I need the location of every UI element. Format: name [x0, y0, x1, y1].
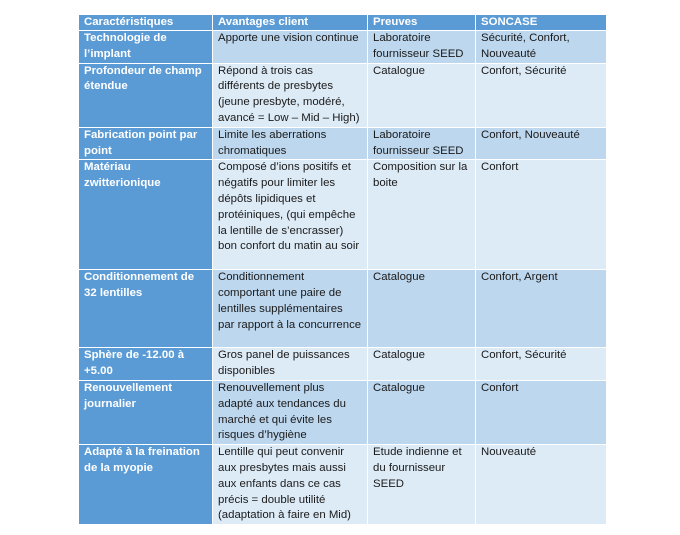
- cell-preuve: Laboratoire fournisseur SEED: [368, 127, 476, 160]
- cell-caracteristique: Sphère de -12.00 à +5.00: [79, 348, 213, 381]
- table-header-row: [79, 15, 607, 31]
- cell-caracteristique: Conditionnement de 32 lentilles: [79, 270, 213, 348]
- cell-avantage: Limite les aberrations chromatiques: [213, 127, 368, 160]
- cell-soncase: Confort, Sécurité: [476, 348, 607, 381]
- cell-soncase: Confort, Sécurité: [476, 63, 607, 127]
- cell-soncase: Confort, Argent: [476, 270, 607, 348]
- cell-preuve: Catalogue: [368, 380, 476, 444]
- cell-caracteristique: Fabrication point par point: [79, 127, 213, 160]
- header-preuves: Preuves: [368, 15, 476, 31]
- table-row: [79, 380, 607, 444]
- cell-soncase: Nouveauté: [476, 445, 607, 525]
- cell-avantage: Composé d’ions positifs et négatifs pour limiter les dépôts lipidiques et protéiniques, (qui empêche la lentille de s’encrasser) bon confort du matin au soir: [213, 160, 368, 270]
- table-row: [79, 127, 607, 160]
- cell-preuve: Catalogue: [368, 270, 476, 348]
- cell-avantage: Répond à trois cas différents de presbytes (jeune presbyte, modéré, avancé = Low – Mid – High): [213, 63, 368, 127]
- cell-avantage: Lentille qui peut convenir aux presbytes mais aussi aux enfants dans ce cas précis = double utilité (adaptation à faire en Mid): [213, 445, 368, 525]
- cell-avantage: Conditionnement comportant une paire de lentilles supplémentaires par rapport à la concurrence: [213, 270, 368, 348]
- cell-avantage: Gros panel de puissances disponibles: [213, 348, 368, 381]
- cell-caracteristique: Matériau zwitterionique: [79, 160, 213, 270]
- table-row: [79, 31, 607, 64]
- table-row: [79, 63, 607, 127]
- cell-caracteristique: Profondeur de champ étendue: [79, 63, 213, 127]
- soncase-table: [78, 14, 607, 525]
- cell-caracteristique: Technologie de l’implant: [79, 31, 213, 64]
- header-avantages-client: Avantages client: [213, 15, 368, 31]
- table-row: [79, 270, 607, 348]
- cell-caracteristique: Renouvellement journalier: [79, 380, 213, 444]
- cell-preuve: Laboratoire fournisseur SEED: [368, 31, 476, 64]
- table-row: [79, 160, 607, 270]
- cell-caracteristique: Adapté à la freination de la myopie: [79, 445, 213, 525]
- cell-preuve: Catalogue: [368, 348, 476, 381]
- header-soncase: SONCASE: [476, 15, 607, 31]
- cell-soncase: Confort: [476, 380, 607, 444]
- table-row: [79, 445, 607, 525]
- table-row: [79, 348, 607, 381]
- cell-avantage: Renouvellement plus adapté aux tendances du marché et qui évite les risques d’hygiène: [213, 380, 368, 444]
- cell-preuve: Catalogue: [368, 63, 476, 127]
- header-caracteristiques: Caractéristiques: [79, 15, 213, 31]
- cell-avantage: Apporte une vision continue: [213, 31, 368, 64]
- cell-soncase: Confort: [476, 160, 607, 270]
- cell-soncase: Sécurité, Confort, Nouveauté: [476, 31, 607, 64]
- cell-preuve: Etude indienne et du fournisseur SEED: [368, 445, 476, 525]
- cell-soncase: Confort, Nouveauté: [476, 127, 607, 160]
- cell-preuve: Composition sur la boite: [368, 160, 476, 270]
